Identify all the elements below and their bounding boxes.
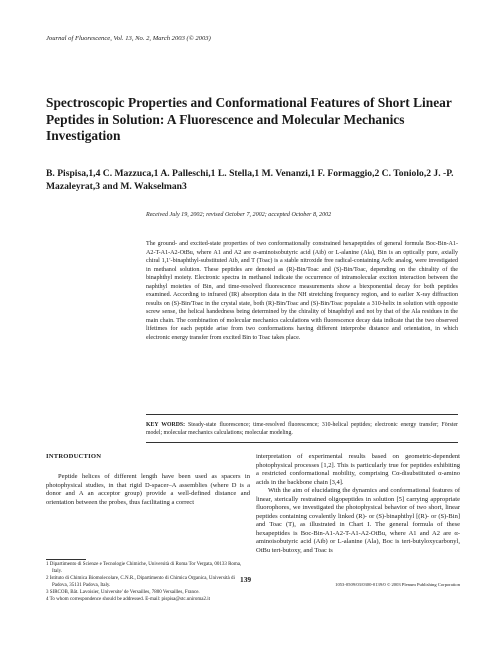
journal-citation: Journal of Fluorescence, Vol. 13, No. 2, March 2003 (© 2003) bbox=[46, 35, 211, 42]
keywords-top-rule bbox=[146, 414, 458, 415]
footnote-3: 3 SIRCOB, Bât. Lavoisier, Universite' de Versailles, 7800 Versailles, France. bbox=[46, 590, 200, 595]
footnotes bbox=[46, 562, 250, 605]
intro-paragraph-continued: interpretation of experimental results based on geometric-dependent photophysical processes [1,2]. This is particularly true for peptides exhibiting a restricted conformational mobility, comprising Cα-disubstituted α-amino acids in the backbone chain [3,4]. bbox=[256, 453, 460, 486]
intro-left-column bbox=[46, 473, 250, 507]
page-number: 139 bbox=[240, 575, 252, 584]
issn-copyright-line: 1053-0509/03/0300-0139/0 © 2003 Plenum Publishing Corporation bbox=[335, 582, 460, 587]
paper-title: Spectroscopic Properties and Conformational Features of Short Linear Peptides in Solution: A Fluorescence and Molecular Mechanics Investigation bbox=[46, 95, 452, 144]
footnote-1: 1 Dipartimento di Scienze e Tecnologie Chimiche, Università di Roma Tor Vergata, 00133 Roma, Italy. bbox=[46, 562, 242, 574]
received-dates: Received July 19, 2002; revised October 7, 2002; accepted October 8, 2002 bbox=[146, 212, 332, 218]
footnote-4: 4 To whom correspondence should be addressed. E-mail: pispisa@stc.uniroma2.it bbox=[46, 597, 210, 603]
footnote-rule bbox=[46, 559, 86, 560]
abstract bbox=[146, 240, 458, 343]
keywords-block bbox=[146, 422, 458, 437]
abstract-text: The ground- and excited-state properties of two conformationally constrained hexapeptides of general formula Boc-Bin-A1-A2-T-A1-A2-OtBu, where A1 and A2 are α-aminoisobutyric acid (Aib) or L-alanine (Ala), Bin is an optically pure, axially chiral 1,1′-binaphthyl-substituted Aib, and T (Toac) is a stable nitroxide free radical-containing Acθc analog, were investigated in methanol solution. These peptides are denoted as (R)-Bin/Toac and (S)-Bin/Toac, depending on the chirality of the binaphthyl moiety. Electronic spectra in methanol indicate the occurrence of intramolecular exciton interaction between the naphthyl moieties of Bin, and time-resolved fluorescence measurements show a biexponential decay for both peptides examined. According to infrared (IR) absorption data in the NH stretching frequency region, and to earlier X-ray diffraction results on (S)-Bin/Toac in the crystal state, both (R)-Bin/Toac and (S)-Bin/Toac populate a 310-helix in solution with opposite screw sense, the helical handedness being determined by the chirality of binaphthyl and not by that of the Ala residues in the main chain. The combination of molecular mechanics calculations with fluorescence decay data indicate that the two observed lifetimes for each peptide arise from two conformations having different interprobe distance and orientation, in which electronic energy transfer from excited Bin to Toac takes place. bbox=[146, 241, 458, 342]
intro-right-column bbox=[256, 453, 460, 555]
author-list: B. Pispisa,1,4 C. Mazzuca,1 A. Palleschi,1 L. Stella,1 M. Venanzi,1 F. Formaggio,2 C. Toniolo,2 J. -P. Mazaleyrat,3 and M. Wakselman3 bbox=[46, 168, 454, 192]
footnote-2: 2 Istituto di Chimica Biomolecolare, C.N.R., Dipartimento di Chimica Organica, Università di Padova, 35131 Padova, Italy. bbox=[46, 576, 235, 588]
section-heading-introduction: INTRODUCTION bbox=[46, 453, 102, 460]
keywords-text: Steady-state fluorescence; time-resolved fluorescence; 310-helical peptides; electronic energy transfer; Förster model; molecular mechanics calculations; molecular modeling. bbox=[146, 422, 458, 436]
keywords-bottom-rule bbox=[146, 442, 458, 443]
keywords-label: KEY WORDS: bbox=[146, 422, 186, 428]
intro-paragraph-2: With the aim of elucidating the dynamics and conformational features of linear, sterically restrained oligopeptides in solution [5] carrying appropriate fluorophores, we investigated the photophysical behavior of two short, linear peptides containing covalently linked (R)- or (S)-binaphthyl [(R)- or (S)-Bin] and Toac (T), as illustrated in Chart I. The general formula of these hexapeptides is Boc-Bin-A1-A2-T-A1-A2-OtBu, where A1 and A2 are α-aminoisobutyric acid (Aib) or L-alanine (Ala), Boc is tert-butyloxycarbonyl, OtBu tert-butoxy, and Toac is bbox=[256, 487, 460, 554]
intro-paragraph: Peptide helices of different length have been used as spacers in photophysical studies, in that rigid D-spacer–A assemblies (where D is a donor and A an acceptor group) provide a well-defined distance and orientation between the probes, thus facilitating a correct bbox=[46, 473, 250, 506]
